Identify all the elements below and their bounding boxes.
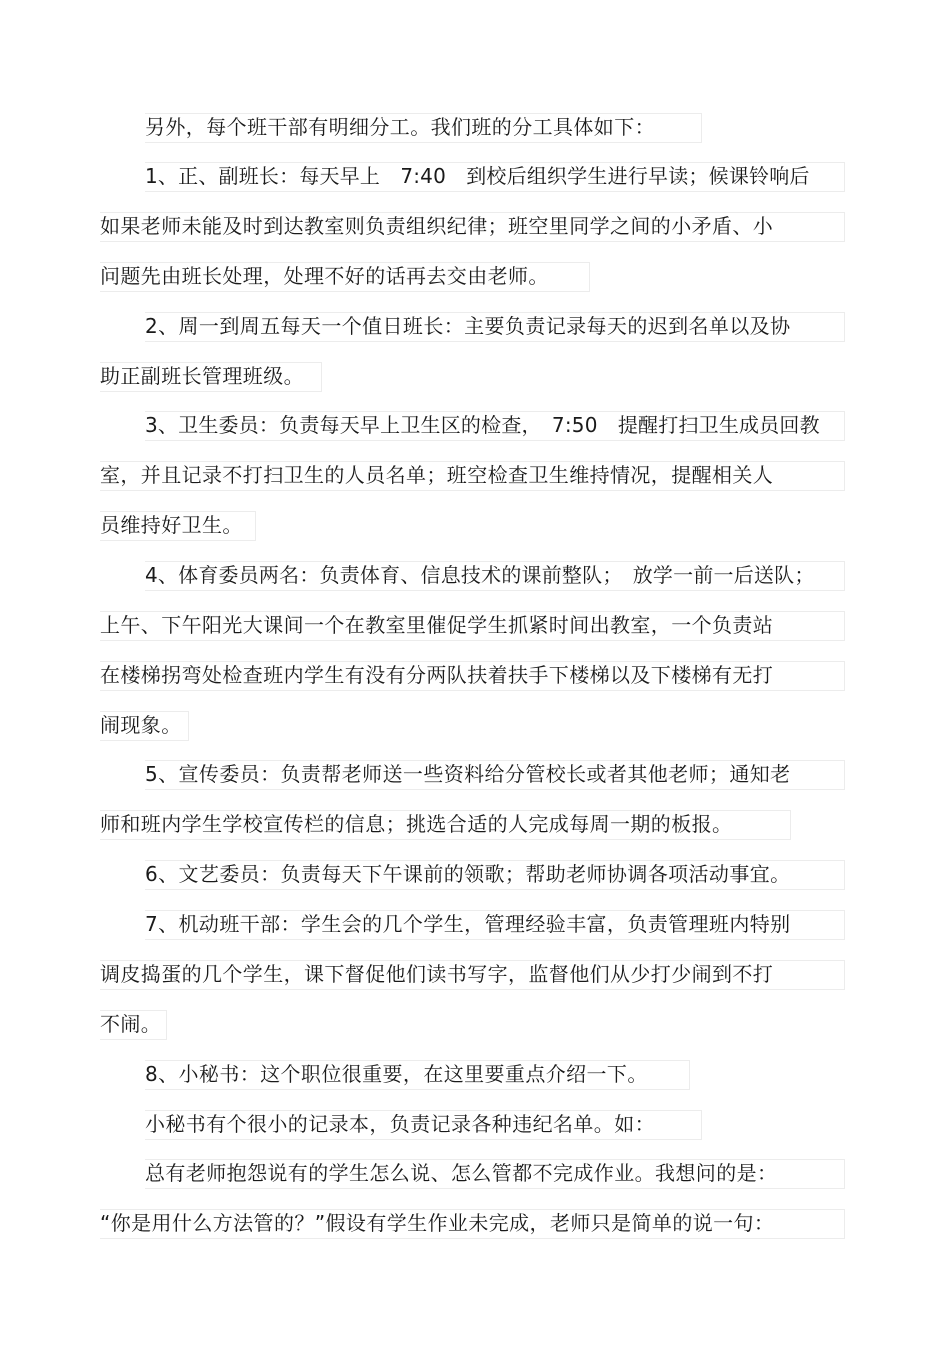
text-line: 4、体育委员两名：负责体育、信息技术的课前整队； 放学一前一后送队； [145, 563, 815, 587]
text-line: 小秘书有个很小的记录本，负责记录各种违纪名单。如： [145, 1112, 655, 1136]
text-line: 7、机动班干部：学生会的几个学生，管理经验丰富，负责管理班内特别 [145, 912, 791, 936]
text-line: “你是用什么方法管的？”假设有学生作业未完成，老师只是简单的说一句： [100, 1211, 775, 1235]
text-line: 调皮捣蛋的几个学生，课下督促他们读书写字，监督他们从少打少闹到不打 [100, 962, 774, 986]
text-line: 2、周一到周五每天一个值日班长：主要负责记录每天的迟到名单以及协 [145, 314, 791, 338]
text-line: 员维持好卫生。 [100, 513, 243, 537]
text-line: 总有老师抱怨说有的学生怎么说、怎么管都不完成作业。我想问的是： [145, 1161, 778, 1185]
text-line: 上午、下午阳光大课间一个在教室里催促学生抓紧时间出教室，一个负责站 [100, 613, 774, 637]
text-line: 另外，每个班干部有明细分工。我们班的分工具体如下： [145, 115, 655, 139]
text-line: 不闹。 [100, 1012, 162, 1036]
text-line: 助正副班长管理班级。 [100, 364, 304, 388]
text-line: 闹现象。 [100, 713, 182, 737]
text-line: 师和班内学生学校宣传栏的信息；挑选合适的人完成每周一期的板报。 [100, 812, 733, 836]
text-line: 室，并且记录不打扫卫生的人员名单；班空检查卫生维持情况，提醒相关人 [100, 463, 774, 487]
text-line: 3、卫生委员：负责每天早上卫生区的检查， 7:50 提醒打扫卫生成员回教 [145, 413, 820, 437]
text-line: 问题先由班长处理，处理不好的话再去交由老师。 [100, 264, 549, 288]
text-line: 1、正、副班长：每天早上 7:40 到校后组织学生进行早读；候课铃响后 [145, 164, 810, 188]
text-line: 6、文艺委员：负责每天下午课前的领歌；帮助老师协调各项活动事宜。 [145, 862, 791, 886]
text-line: 8、小秘书：这个职位很重要，在这里要重点介绍一下。 [145, 1062, 648, 1086]
text-line: 5、宣传委员：负责帮老师送一些资料给分管校长或者其他老师；通知老 [145, 762, 791, 786]
text-line: 在楼梯拐弯处检查班内学生有没有分两队扶着扶手下楼梯以及下楼梯有无打 [100, 663, 774, 687]
text-line: 如果老师未能及时到达教室则负责组织纪律；班空里同学之间的小矛盾、小 [100, 214, 774, 238]
